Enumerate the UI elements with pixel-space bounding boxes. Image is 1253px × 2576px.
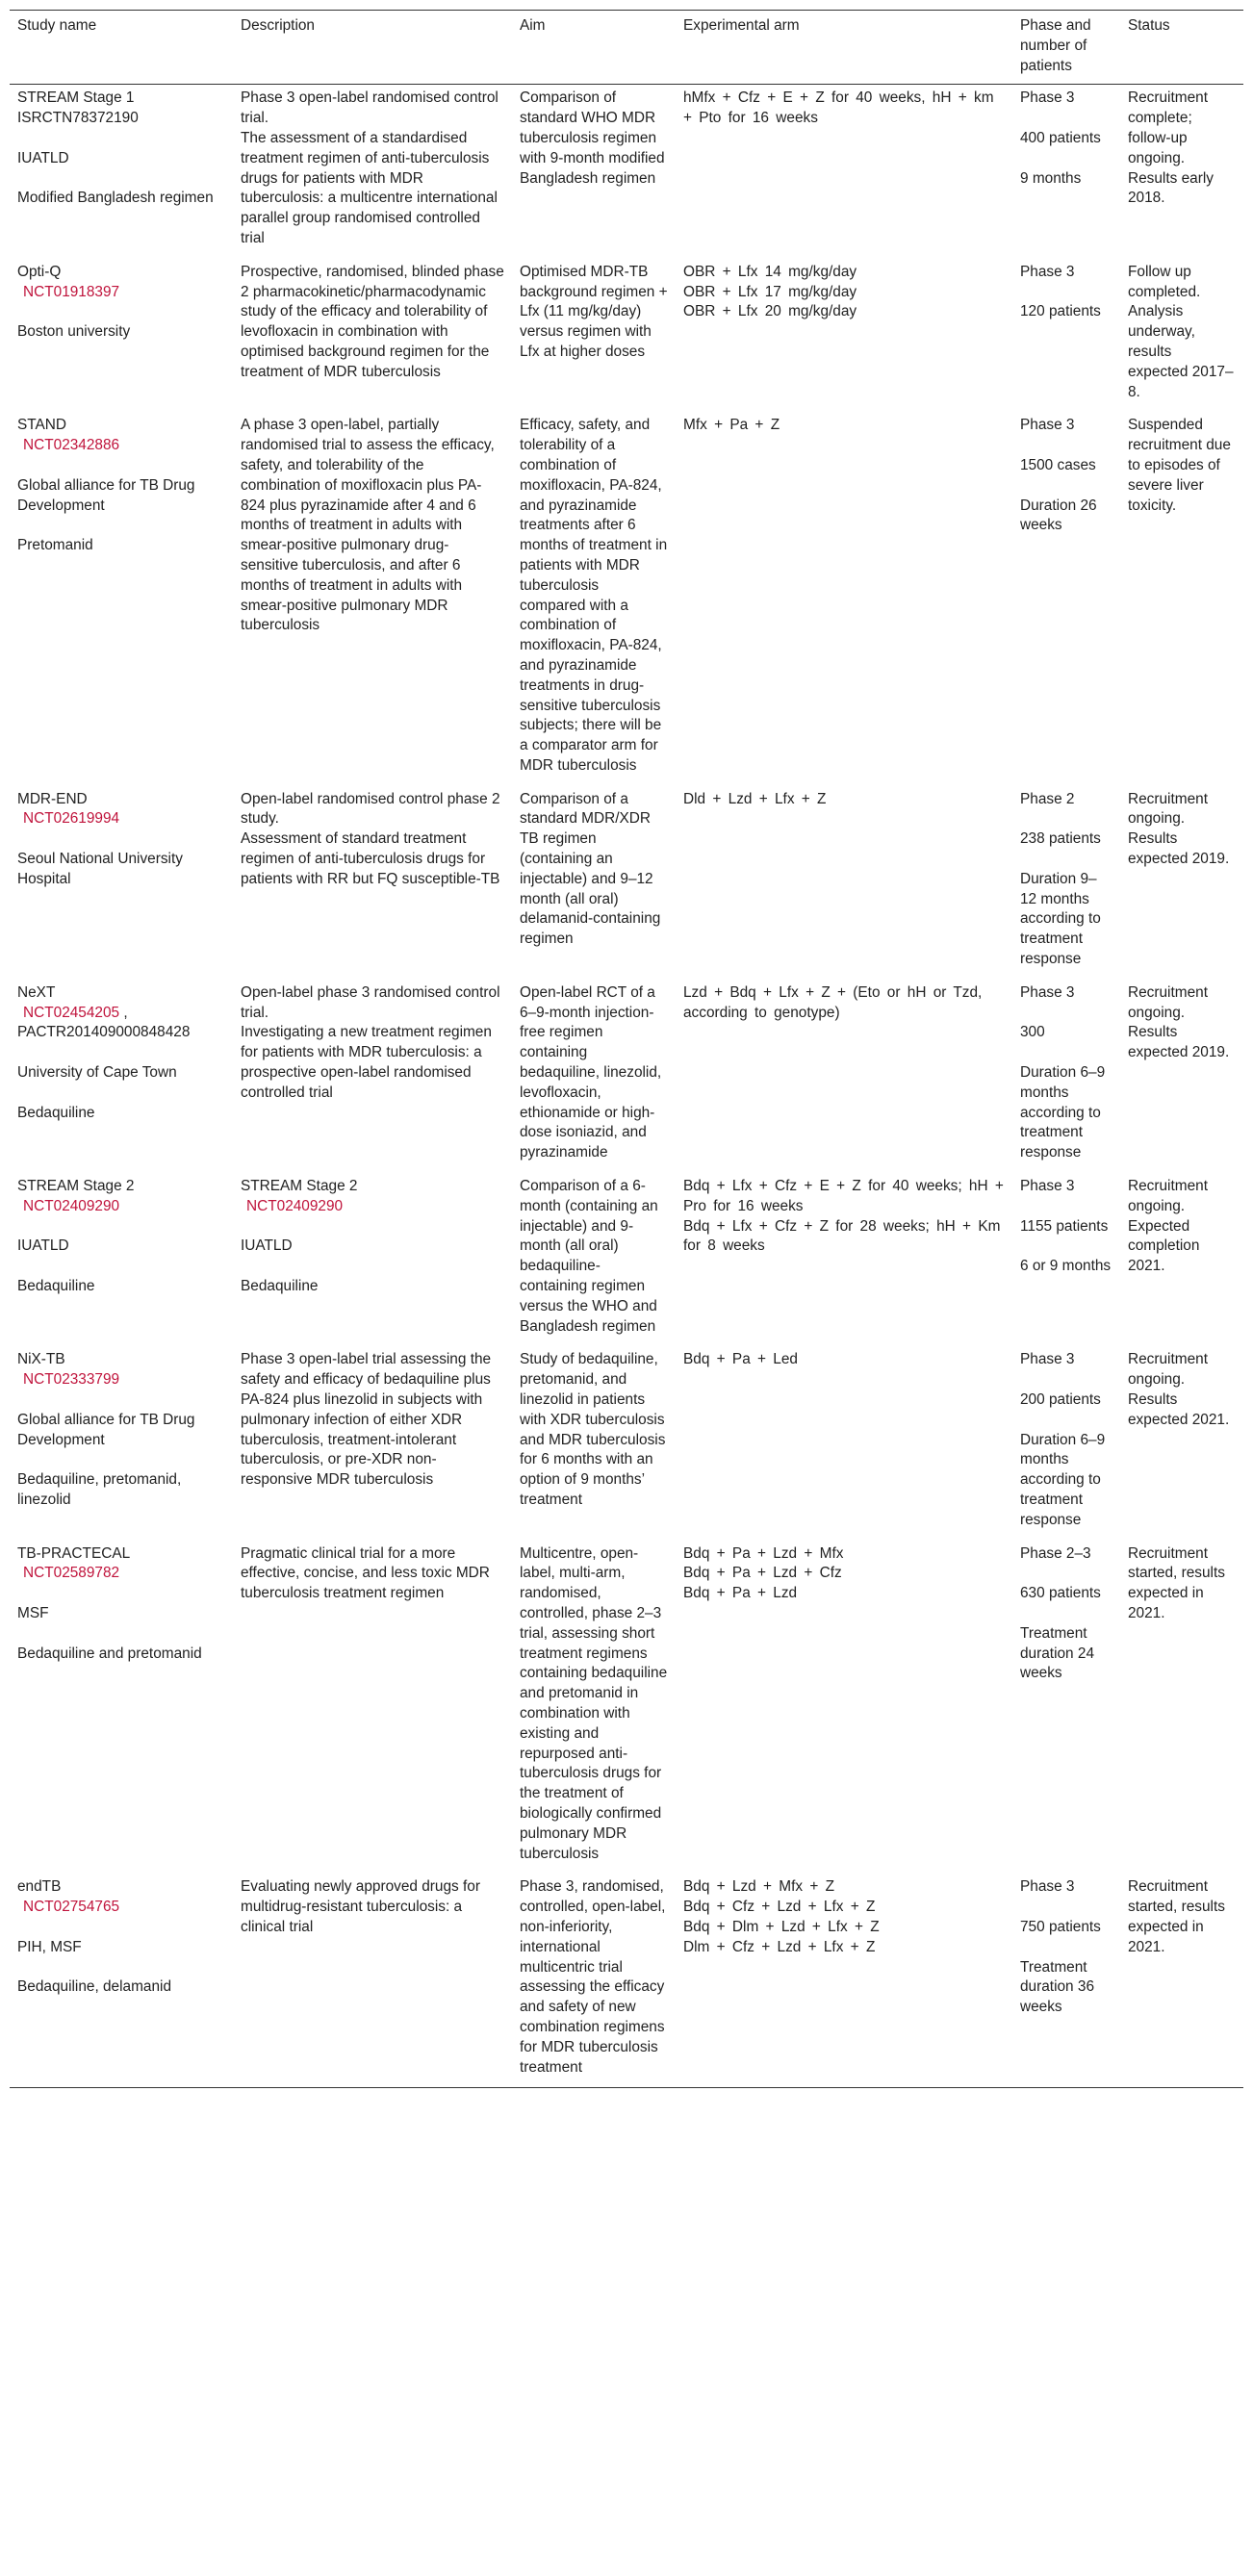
phase-info: Duration 6–9 months according to treatment response — [1020, 1431, 1106, 1528]
table-row — [10, 1541, 1243, 1875]
study-name: NiX-TB — [17, 1351, 65, 1368]
study-name: NeXT — [17, 983, 56, 1001]
arm-regimen: Bdq + Cfz + Lzd + Lfx + Z — [683, 1899, 876, 1916]
registry-ids — [17, 436, 225, 456]
registry-link[interactable]: NCT02754765 — [23, 1899, 120, 1916]
description-text: STREAM Stage 2 — [241, 1178, 358, 1195]
table-row — [10, 1173, 1243, 1346]
status-cell — [1120, 412, 1243, 785]
study-name-cell — [10, 1346, 233, 1540]
aim-text: Optimised MDR-TB background regimen + Lfx (11 mg/kg/day) versus regimen with Lfx at higher doses — [520, 263, 668, 360]
sponsor: University of Cape Town — [17, 1064, 177, 1082]
aim-cell — [512, 1346, 676, 1540]
aim-text: Multicentre, open-label, multi-arm, randomised, controlled, phase 2–3 trial, assessing short treatment regimens containing bedaquiline and pretomanid in combination with existing and repurposed anti-tuberculosis drugs for the treatment of biologically confirmed pulmonary MDR tuberculosis — [520, 1544, 668, 1862]
study-name-cell — [10, 786, 233, 980]
phase-info: Duration 9–12 months according to treatment response — [1020, 870, 1101, 968]
aim-text: Open-label RCT of a 6–9-month injection-free regimen containing bedaquiline, linezolid, levofloxacin, ethionamide or high-dose isoniazid, and pyrazinamide — [520, 983, 662, 1161]
drug: Bedaquiline — [17, 1278, 95, 1295]
phase-cell — [1012, 1874, 1120, 2087]
table-row — [10, 412, 1243, 785]
phase-info: Phase 3 — [1020, 1878, 1075, 1896]
study-name-cell — [10, 412, 233, 785]
description-text: Assessment of standard treatment regimen of anti-tuberculosis drugs for patients with RR but FQ susceptible-TB — [241, 830, 500, 887]
status-cell — [1120, 85, 1243, 259]
status-text: Recruitment ongoing. Expected completion 2021. — [1128, 1178, 1208, 1275]
description-text: Prospective, randomised, blinded phase 2 pharmacokinetic/pharmacodynamic study of the efficacy and tolerability of levofloxacin in combination with optimised background regimen for the treatment of MDR tuberculosis — [241, 263, 504, 380]
study-name-cell — [10, 1541, 233, 1875]
experimental-arm-cell — [676, 980, 1012, 1173]
arm-regimen: OBR + Lfx 20 mg/kg/day — [683, 303, 857, 320]
description-cell — [233, 980, 512, 1173]
study-name-cell — [10, 1874, 233, 2087]
study-name-cell — [10, 980, 233, 1173]
arm-regimen: Bdq + Lfx + Cfz + E + Z for 40 weeks; hH + Pro for 16 weeks — [683, 1178, 1011, 1214]
phase-cell — [1012, 786, 1120, 980]
phase-cell — [1012, 1541, 1120, 1875]
table-row — [10, 1874, 1243, 2087]
arm-regimen: Bdq + Pa + Lzd + Cfz — [683, 1565, 842, 1582]
phase-info: 630 patients — [1020, 1585, 1101, 1602]
status-cell — [1120, 1874, 1243, 2087]
status-cell — [1120, 1173, 1243, 1346]
status-cell — [1120, 1541, 1243, 1875]
registry-link[interactable]: NCT02342886 — [23, 437, 120, 454]
phase-cell — [1012, 980, 1120, 1173]
study-name: STAND — [17, 417, 67, 434]
table-body — [10, 85, 1243, 2088]
experimental-arm-cell — [676, 412, 1012, 785]
phase-info: Phase 3 — [1020, 263, 1075, 280]
phase-info: 238 patients — [1020, 830, 1101, 848]
sponsor: Global alliance for TB Drug Development — [17, 1411, 195, 1448]
status-text: Recruitment started, results expected in 2021. — [1128, 1544, 1225, 1621]
description-text: Open-label randomised control phase 2 study. — [241, 790, 500, 828]
phase-info: 9 months — [1020, 169, 1082, 187]
status-text: Recruitment ongoing. Results expected 2019. — [1128, 983, 1230, 1061]
aim-text: Comparison of a standard MDR/XDR TB regimen (containing an injectable) and 9–12 month (all oral) delamanid-containing regimen — [520, 790, 661, 948]
phase-info: Duration 26 weeks — [1020, 497, 1097, 534]
description-cell — [233, 1541, 512, 1875]
table-row — [10, 786, 1243, 980]
header-study-name: Study name — [10, 11, 233, 85]
description-cell — [233, 1874, 512, 2087]
phase-cell — [1012, 1346, 1120, 1540]
status-text: Recruitment started, results expected in 2021. — [1128, 1878, 1225, 1955]
arm-regimen: Bdq + Lzd + Mfx + Z — [683, 1878, 835, 1896]
description-cell — [233, 1346, 512, 1540]
phase-info: Duration 6–9 months according to treatment response — [1020, 1064, 1106, 1161]
registry-id: ISRCTN78372190 — [17, 110, 139, 127]
description-text: The assessment of a standardised treatment regimen of anti-tuberculosis drugs for patients with MDR tuberculosis: a multicentre international parallel group randomised controlled trial — [241, 129, 498, 246]
study-name: endTB — [17, 1878, 62, 1896]
description-cell — [233, 1173, 512, 1346]
experimental-arm-cell — [676, 1541, 1012, 1875]
sponsor: IUATLD — [241, 1237, 293, 1255]
aim-cell — [512, 1173, 676, 1346]
study-name-cell — [10, 259, 233, 413]
status-text: Recruitment ongoing. Results expected 2019. — [1128, 790, 1230, 868]
drug: Bedaquiline, pretomanid, linezolid — [17, 1471, 182, 1508]
registry-link[interactable]: NCT01918397 — [23, 283, 120, 300]
aim-cell — [512, 1541, 676, 1875]
aim-cell — [512, 980, 676, 1173]
aim-cell — [512, 85, 676, 259]
sponsor: Boston university — [17, 323, 131, 341]
description-text: Evaluating newly approved drugs for multidrug-resistant tuberculosis: a clinical trial — [241, 1878, 480, 1935]
status-text: Recruitment ongoing. Results expected 2021. — [1128, 1351, 1230, 1428]
registry-ids: NCT02454205 , PACTR201409000848428 — [17, 1004, 191, 1041]
aim-text: Efficacy, safety, and tolerability of a combination of moxifloxacin, PA-824, and pyrazinamide treatments after 6 months of treatment in patients with MDR tuberculosis compared with a combination of moxifloxacin, PA-824, and pyrazinamide treatments in drug-sensitive tuberculosis subjects; there will be a comparator arm for MDR tuberculosis — [520, 417, 668, 774]
phase-info: Phase 3 — [1020, 983, 1075, 1001]
status-text: Follow up completed. Analysis underway, results expected 2017–8. — [1128, 263, 1234, 400]
experimental-arm-cell — [676, 1874, 1012, 2087]
aim-text: Comparison of standard WHO MDR tuberculosis regimen with 9-month modified Bangladesh regimen — [520, 89, 665, 187]
description-text: Open-label phase 3 randomised control trial. — [241, 983, 500, 1021]
description-text: Pragmatic clinical trial for a more effective, concise, and less toxic MDR tuberculosis treatment regimen — [241, 1544, 490, 1602]
table-row — [10, 85, 1243, 259]
phase-info: 300 — [1020, 1024, 1045, 1041]
drug: Bedaquiline — [17, 1104, 95, 1121]
registry-id: PACTR201409000848428 — [17, 1024, 191, 1041]
registry-ids — [17, 1898, 225, 1918]
aim-text: Comparison of a 6-month (containing an injectable) and 9-month (all oral) bedaquiline-containing regimen versus the WHO and Bangladesh regimen — [520, 1178, 658, 1335]
header-phase: Phase and number of patients — [1012, 11, 1120, 85]
aim-cell — [512, 786, 676, 980]
experimental-arm-cell — [676, 786, 1012, 980]
experimental-arm-cell — [676, 259, 1012, 413]
registry-ids — [17, 283, 225, 303]
aim-cell — [512, 412, 676, 785]
description-cell — [233, 412, 512, 785]
aim-text: Phase 3, randomised, controlled, open-label, non-inferiority, international multicentric trial assessing the efficacy and safety of new combination regimens for MDR tuberculosis treatment — [520, 1878, 666, 2076]
trials-table-container — [10, 10, 1243, 2088]
phase-info: 120 patients — [1020, 303, 1101, 320]
header-experimental-arm: Experimental arm — [676, 11, 1012, 85]
phase-info: Phase 2 — [1020, 790, 1075, 807]
phase-info: Phase 3 — [1020, 1178, 1075, 1195]
experimental-arm-cell — [676, 1346, 1012, 1540]
sponsor: Global alliance for TB Drug Development — [17, 476, 195, 514]
registry-link[interactable]: NCT02454205 — [23, 1004, 120, 1021]
status-text: Recruitment complete; follow-up ongoing. Results early 2018. — [1128, 89, 1214, 207]
drug: Modified Bangladesh regimen — [17, 190, 214, 207]
description-cell — [233, 85, 512, 259]
registry-link[interactable]: NCT02409290 — [246, 1197, 344, 1214]
registry-ids — [17, 1370, 225, 1390]
arm-regimen: Lzd + Bdq + Lfx + Z + (Eto or hH or Tzd, according to genotype) — [683, 983, 989, 1021]
phase-info: Phase 3 — [1020, 417, 1075, 434]
description-text: Investigating a new treatment regimen for patients with MDR tuberculosis: a prospective open-label randomised controlled trial — [241, 1024, 492, 1101]
arm-regimen: Bdq + Pa + Lzd — [683, 1585, 798, 1602]
drug: Pretomanid — [17, 537, 93, 554]
phase-info: 1155 patients — [1020, 1217, 1109, 1235]
phase-cell — [1012, 412, 1120, 785]
phase-info: Treatment duration 24 weeks — [1020, 1624, 1095, 1682]
header-aim: Aim — [512, 11, 676, 85]
study-name: MDR-END — [17, 790, 88, 807]
table-row — [10, 980, 1243, 1173]
aim-text: Study of bedaquiline, pretomanid, and linezolid in patients with XDR tuberculosis and MDR tuberculosis for 6 months with an option of 9 months’ treatment — [520, 1351, 666, 1508]
sponsor: IUATLD — [17, 1237, 69, 1255]
table-row — [10, 1346, 1243, 1540]
phase-info: Phase 3 — [1020, 89, 1075, 107]
phase-info: Treatment duration 36 weeks — [1020, 1958, 1095, 2016]
phase-info: 750 patients — [1020, 1918, 1101, 1935]
phase-cell — [1012, 85, 1120, 259]
study-name: STREAM Stage 2 — [17, 1178, 135, 1195]
description-cell — [233, 786, 512, 980]
experimental-arm-cell — [676, 1173, 1012, 1346]
description-text: Phase 3 open-label trial assessing the safety and efficacy of bedaquiline plus PA-824 plus linezolid in subjects with pulmonary infection of either XDR tuberculosis, treatment-intolerant tuberculosis, or pre-XDR non-responsive MDR tuberculosis — [241, 1351, 492, 1489]
arm-regimen: OBR + Lfx 17 mg/kg/day — [683, 283, 857, 300]
arm-regimen: hMfx + Cfz + E + Z for 40 weeks, hH + km + Pto for 16 weeks — [683, 89, 1001, 127]
table-row — [10, 259, 1243, 413]
study-name-cell — [10, 85, 233, 259]
registry-link[interactable]: NCT02333799 — [23, 1371, 120, 1389]
registry-ids — [17, 1564, 225, 1584]
aim-cell — [512, 1874, 676, 2087]
registry-ids — [17, 109, 225, 129]
description-cell — [233, 259, 512, 413]
sponsor: Seoul National University Hospital — [17, 851, 183, 887]
arm-regimen: Mfx + Pa + Z — [683, 417, 780, 434]
status-cell — [1120, 259, 1243, 413]
phase-cell — [1012, 1173, 1120, 1346]
registry-link[interactable]: NCT02409290 — [23, 1197, 120, 1214]
arm-regimen: OBR + Lfx 14 mg/kg/day — [683, 263, 857, 280]
status-cell — [1120, 786, 1243, 980]
phase-info: 1500 cases — [1020, 456, 1096, 473]
arm-regimen: Bdq + Lfx + Cfz + Z for 28 weeks; hH + Km for 8 weeks — [683, 1217, 1008, 1255]
sponsor: MSF — [17, 1604, 49, 1621]
arm-regimen: Dlm + Cfz + Lzd + Lfx + Z — [683, 1938, 876, 1955]
drug: Bedaquiline, delamanid — [17, 1978, 172, 1996]
status-cell — [1120, 980, 1243, 1173]
description-text: A phase 3 open-label, partially randomised trial to assess the efficacy, safety, and tolerability of the combination of moxifloxacin plus PA-824 plus pyrazinamide after 4 and 6 months of treatment in adults with smear-positive pulmonary drug-sensitive tuberculosis, and after 6 months of treatment in adults with smear-positive pulmonary MDR tuberculosis — [241, 417, 495, 634]
arm-regimen: Dld + Lzd + Lfx + Z — [683, 790, 827, 807]
phase-info: Phase 3 — [1020, 1351, 1075, 1368]
status-text: Suspended recruitment due to episodes of severe liver toxicity. — [1128, 417, 1231, 514]
registry-link[interactable]: NCT02619994 — [23, 810, 120, 828]
phase-info: 200 patients — [1020, 1391, 1101, 1408]
arm-regimen: Bdq + Pa + Led — [683, 1351, 798, 1368]
table-header-row — [10, 11, 1243, 85]
sponsor: PIH, MSF — [17, 1938, 82, 1955]
drug: Bedaquiline and pretomanid — [17, 1645, 202, 1662]
study-name: Opti-Q — [17, 263, 62, 280]
phase-cell — [1012, 259, 1120, 413]
phase-info: 400 patients — [1020, 129, 1101, 146]
phase-info: Phase 2–3 — [1020, 1544, 1091, 1562]
study-name: STREAM Stage 1 — [17, 89, 135, 107]
status-cell — [1120, 1346, 1243, 1540]
clinical-trials-table — [10, 10, 1243, 2088]
phase-info: 6 or 9 months — [1020, 1258, 1112, 1275]
header-status: Status — [1120, 11, 1243, 85]
header-description: Description — [233, 11, 512, 85]
sponsor: IUATLD — [17, 149, 69, 166]
arm-regimen: Bdq + Pa + Lzd + Mfx — [683, 1544, 844, 1562]
registry-ids — [17, 1197, 225, 1217]
registry-link[interactable]: NCT02589782 — [23, 1565, 120, 1582]
study-name: TB-PRACTECAL — [17, 1544, 131, 1562]
arm-regimen: Bdq + Dlm + Lzd + Lfx + Z — [683, 1918, 880, 1935]
description-text: Phase 3 open-label randomised control trial. — [241, 89, 499, 127]
experimental-arm-cell — [676, 85, 1012, 259]
drug: Bedaquiline — [241, 1278, 319, 1295]
study-name-cell — [10, 1173, 233, 1346]
registry-ids — [17, 809, 225, 829]
aim-cell — [512, 259, 676, 413]
